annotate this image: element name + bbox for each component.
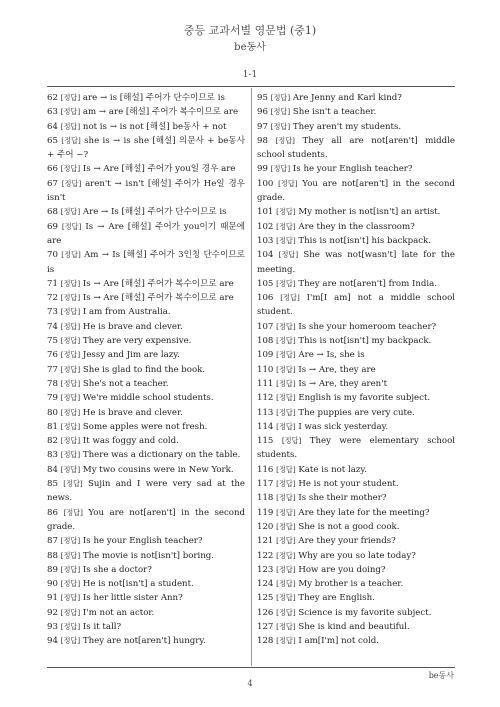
answer-entry [47,420,245,434]
answer-entry [47,220,245,249]
answer-entry [47,320,245,334]
answer-tag: [정답] [270,107,291,117]
question-number: 85 [47,479,58,490]
answer-tag: [정답] [276,207,296,217]
footer-label: be동사 [428,671,454,680]
answer-tag: [정답] [276,621,296,631]
answer-entry [47,549,245,563]
answer-text: How are you doing? [298,564,386,575]
answer-tag: [정답] [60,464,81,474]
answer-text: Is she your homeroom teacher? [298,321,437,332]
question-number: 97 [257,121,268,132]
question-number: 98 [257,135,268,146]
answer-text: Are they late for the meeting? [298,507,430,518]
answer-tag: [정답] [60,564,81,574]
answer-tag: [정답] [61,178,82,188]
question-number: 67 [47,178,58,189]
answer-text: My mother is not[isn't] an artist. [298,207,441,218]
answer-text: Am → Is [해설] 주어가 3인칭 단수이므로 is [47,250,246,275]
question-number: 78 [47,378,58,389]
answer-text: They are not[aren't] hungry. [82,636,206,647]
question-number: 99 [257,164,268,175]
question-number: 74 [47,321,58,332]
question-number: 114 [257,421,274,432]
answer-text: She is kind and beautiful. [298,621,410,632]
question-number: 73 [47,307,58,318]
answer-tag: [정답] [60,407,81,417]
answer-text: Jessy and Jim are lazy. [82,350,180,361]
answer-tag: [정답] [60,636,81,646]
answer-text: English is my favorite subject. [298,393,431,404]
question-number: 120 [257,521,274,532]
answer-text: Is → Are [해설] 주어가 복수이므로 are [82,278,234,289]
question-number: 80 [47,407,58,418]
answer-tag: [정답] [276,421,296,431]
answer-tag: [정답] [60,293,81,303]
answer-text: She is glad to find the book. [82,364,206,375]
question-number: 96 [257,107,268,118]
answer-entry [47,205,245,219]
answer-text: They aren't my students. [292,121,402,132]
answer-entry [257,334,455,348]
question-number: 71 [47,278,58,289]
question-number: 95 [257,93,268,103]
answer-entry [257,177,455,206]
answer-entry [257,205,455,219]
answer-text: He is brave and clever. [82,407,183,418]
answer-text: I was sick yesterday. [298,421,389,432]
answer-entry [257,234,455,248]
question-number: 63 [47,107,58,118]
answer-text: This is not[isn't] his backpack. [298,235,431,246]
answer-entry [47,620,245,634]
answer-tag: [정답] [60,121,81,131]
answer-entry [47,334,245,348]
answer-tag: [정답] [60,621,81,631]
answer-column-right [257,91,455,649]
question-number: 128 [257,636,274,647]
answer-text: am → are [해설] 주어가 복수이므로 are [82,107,239,118]
answer-text: Is it tall? [82,621,122,632]
answer-tag: [정답] [61,250,81,260]
question-number: 127 [257,621,274,632]
question-number: 117 [257,479,274,490]
answer-text: Are they your friends? [298,536,396,547]
answer-text: You are not[aren't] in the second grade. [257,178,456,204]
answer-tag: [정답] [278,250,299,260]
answer-tag: [정답] [276,536,296,546]
answer-entry [47,291,245,305]
answer-entry [47,391,245,405]
answer-entry [257,105,455,119]
bottom-rule [47,667,455,668]
question-number: 125 [257,593,274,604]
answer-text: They are very expensive. [82,336,192,347]
answer-tag: [정답] [60,364,81,374]
answer-text: Is → Are [해설] 주어가 복수이므로 are [82,293,234,304]
answer-entry [47,177,245,206]
answer-tag: [정답] [60,607,81,617]
question-number: 106 [257,293,274,304]
answer-entry [257,634,455,648]
question-number: 113 [257,407,274,418]
answer-entry [47,506,245,535]
answer-entry [47,105,245,119]
question-number: 112 [257,393,274,404]
answer-text: Kate is not lazy. [298,464,367,475]
answer-entry [47,363,245,377]
answer-entry [257,220,455,234]
answer-tag: [정답] [60,579,81,589]
answer-text: Is she a doctor? [82,564,152,575]
question-number: 102 [257,221,274,232]
answer-entry [257,406,455,420]
answer-text: Is he your English teacher? [82,536,203,547]
question-number: 86 [47,507,58,518]
answer-tag: [정답] [60,307,81,317]
answer-tag: [정답] [60,450,81,460]
answer-tag: [정답] [63,479,83,489]
question-number: 107 [257,321,274,332]
question-number: 66 [47,164,58,175]
answer-tag: [정답] [270,164,291,174]
answer-entry [257,377,455,391]
answer-text: Are Jenny and Karl kind? [292,93,402,103]
question-number: 70 [47,250,58,261]
answer-entry [257,477,455,491]
answer-text: Is he your English teacher? [292,164,413,175]
answer-entry [257,420,455,434]
answer-text: This is not[isn't] my backpack. [298,336,432,347]
answer-entry [257,91,455,105]
answer-tag: [정답] [276,321,296,331]
answer-tag: [정답] [60,336,81,346]
question-number: 115 [257,436,274,447]
answer-entry [47,606,245,620]
answer-entry [257,463,455,477]
answer-entry [257,320,455,334]
answer-tag: [정답] [60,378,81,388]
question-number: 81 [47,421,58,432]
answer-entry [47,477,245,506]
answer-entry [257,520,455,534]
question-number: 118 [257,493,274,504]
answer-tag: [정답] [276,636,296,646]
answer-tag: [정답] [60,278,81,288]
question-number: 121 [257,536,274,547]
question-number: 94 [47,636,58,647]
answer-text: Is → Are [해설] 주어가 you일 경우 are [82,164,236,175]
answer-tag: [정답] [60,321,81,331]
answer-text: It was foggy and cold. [82,436,179,447]
answer-text: They all are not[aren't] middle school students. [257,135,456,161]
question-number: 119 [257,507,274,518]
answer-tag: [정답] [276,521,296,531]
answer-tag: [정답] [61,221,82,231]
answer-tag: [정답] [60,207,81,217]
answer-entry [47,277,245,291]
answer-text: They were elementary school students. [257,436,456,461]
answer-tag: [정답] [276,564,296,574]
answer-text: She is not a good cook. [298,521,400,532]
answer-tag: [정답] [276,235,296,245]
answer-text: Are they in the classroom? [298,221,415,232]
question-number: 64 [47,121,58,132]
answer-tag: [정답] [276,593,296,603]
answer-text: I am[I'm] not cold. [298,636,379,647]
answer-entry [257,534,455,548]
answer-tag: [정답] [276,278,296,288]
answer-entry [257,348,455,362]
answer-tag: [정답] [276,493,296,503]
question-number: 65 [47,135,58,146]
column-divider [251,88,252,666]
answer-tag: [정답] [276,507,296,517]
answer-tag: [정답] [60,550,81,560]
answer-entry [257,391,455,405]
page-number: 4 [247,679,253,688]
answer-text: He is not your student. [298,479,399,490]
question-number: 123 [257,564,274,575]
answer-entry [257,248,455,277]
answer-entry [257,363,455,377]
question-number: 89 [47,564,58,575]
answer-tag: [정답] [270,121,291,131]
answer-tag: [정답] [270,93,291,102]
answer-text: The movie is not[isn't] boring. [82,550,215,561]
answer-text: Why are you so late today? [298,550,416,561]
question-number: 108 [257,336,274,347]
answer-entry [47,134,245,163]
question-number: 92 [47,607,58,618]
answer-text: Is she their mother? [298,493,387,504]
answer-entry [257,120,455,134]
answer-tag: [정답] [276,579,296,589]
answer-text: I'm[I am] not a middle school student. [257,293,456,318]
question-number: 72 [47,293,58,304]
answer-entry [257,506,455,520]
answer-text: The puppies are very cute. [298,407,415,418]
question-number: 105 [257,278,274,289]
document-subtitle: be동사 [234,42,266,53]
question-number: 68 [47,207,58,218]
question-number: 111 [257,378,274,389]
answer-entry [257,491,455,505]
answer-text: She was not[wasn't] late for the meeting. [257,250,455,275]
answer-text: He is not[isn't] a student. [82,579,194,590]
question-number: 90 [47,579,58,590]
answer-text: They are not[aren't] from India. [298,278,438,289]
answer-text: I am from Australia. [82,307,171,318]
question-number: 91 [47,593,58,604]
question-number: 88 [47,550,58,561]
answer-tag: [정답] [275,135,295,145]
answer-entry [47,305,245,319]
answer-tag: [정답] [276,378,296,388]
question-number: 79 [47,393,58,404]
answer-entry [47,463,245,477]
answer-tag: [정답] [276,550,296,560]
answer-entry [257,606,455,620]
answer-entry [257,591,455,605]
answer-tag: [정답] [276,364,296,374]
answer-entry [47,448,245,462]
answer-entry [257,134,455,163]
answer-tag: [정답] [278,178,298,188]
answer-text: aren't → isn't [해설] 주어가 He일 경우 isn't [47,178,245,204]
answer-entry [47,91,245,105]
question-number: 101 [257,207,274,218]
answer-text: Is → Are, they are [298,364,376,375]
answer-tag: [정답] [276,336,296,346]
answer-tag: [정답] [276,464,296,474]
answer-tag: [정답] [281,436,302,446]
question-number: 77 [47,364,58,375]
answer-text: Is → Are, they aren't [298,378,388,389]
section-number: 1-1 [242,70,258,80]
answer-tag: [정답] [276,607,296,617]
answer-text: She's not a teacher. [82,378,169,389]
question-number: 83 [47,450,58,461]
answer-text: I'm not an actor. [82,607,155,618]
answer-entry [257,277,455,291]
question-number: 93 [47,621,58,632]
answer-entry [257,549,455,563]
question-number: 122 [257,550,274,561]
answer-tag: [정답] [60,436,81,446]
answer-text: Are → Is, she is [298,350,365,361]
answer-text: There was a dictionary on the table. [82,450,241,461]
answer-text: Is her little sister Ann? [82,593,183,604]
answer-tag: [정답] [60,393,81,403]
question-number: 116 [257,464,274,475]
answer-entry [47,162,245,176]
answer-tag: [정답] [60,536,81,546]
question-number: 62 [47,93,58,103]
answer-text: Are → Is [해설] 주어가 단수이므로 is [82,207,227,218]
answer-text: He is brave and clever. [82,321,183,332]
answer-tag: [정답] [60,164,81,174]
question-number: 69 [47,221,58,232]
answer-tag: [정답] [276,393,296,403]
answer-entry [257,434,455,463]
answer-entry [47,634,245,648]
question-number: 76 [47,350,58,361]
answer-entry [257,620,455,634]
answer-text: They are English. [298,593,375,604]
answer-text: Science is my favorite subject. [298,607,432,618]
answer-column-left [47,91,245,649]
answer-tag: [정답] [61,135,81,145]
top-rule [47,86,455,87]
answer-entry [47,591,245,605]
answer-text: Is → Are [해설] 주어가 you이기 때문에 are [47,221,245,246]
answer-tag: [정답] [63,507,83,517]
answer-text: She isn't a teacher. [292,107,377,118]
answer-tag: [정답] [60,350,81,360]
answer-tag: [정답] [280,293,300,303]
question-number: 82 [47,436,58,447]
answer-tag: [정답] [60,93,81,102]
answer-entry [257,162,455,176]
answer-entry [47,377,245,391]
answer-entry [47,434,245,448]
answer-entry [47,577,245,591]
question-number: 84 [47,464,58,475]
answer-text: she is → is she [해설] 의문사 + be동사 + 주어 ~? [47,135,245,161]
document-title: 중등 교과서별 영문법 (중1) [183,24,317,37]
answer-entry [47,563,245,577]
answer-tag: [정답] [60,421,81,431]
question-number: 109 [257,350,274,361]
question-number: 124 [257,579,274,590]
answer-text: We're middle school students. [82,393,214,404]
answer-entry [47,120,245,134]
answer-tag: [정답] [60,593,81,603]
answer-tag: [정답] [276,350,296,360]
answer-entry [257,291,455,320]
answer-text: Sujin and I were very sad at the news. [47,479,246,504]
answer-entry [47,406,245,420]
answer-tag: [정답] [276,479,296,489]
question-number: 104 [257,250,274,261]
answer-tag: [정답] [276,407,296,417]
question-number: 103 [257,235,274,246]
answer-tag: [정답] [60,107,81,117]
answer-entry [47,348,245,362]
question-number: 110 [257,364,274,375]
answer-entry [47,248,245,277]
answer-tag: [정답] [276,221,296,231]
question-number: 87 [47,536,58,547]
question-number: 126 [257,607,274,618]
answer-text: You are not[aren't] in the second grade. [47,507,246,532]
answer-entry [47,534,245,548]
question-number: 75 [47,336,58,347]
answer-text: My two cousins were in New York. [82,464,234,475]
answer-text: not is → is not [해설] be동사 + not [82,121,227,132]
answer-text: are → is [해설] 주어가 단수이므로 is [82,93,225,103]
answer-text: Some apples were not fresh. [82,421,208,432]
question-number: 100 [257,178,274,189]
answer-entry [257,563,455,577]
answer-entry [257,577,455,591]
answer-text: My brother is a teacher. [298,579,404,590]
